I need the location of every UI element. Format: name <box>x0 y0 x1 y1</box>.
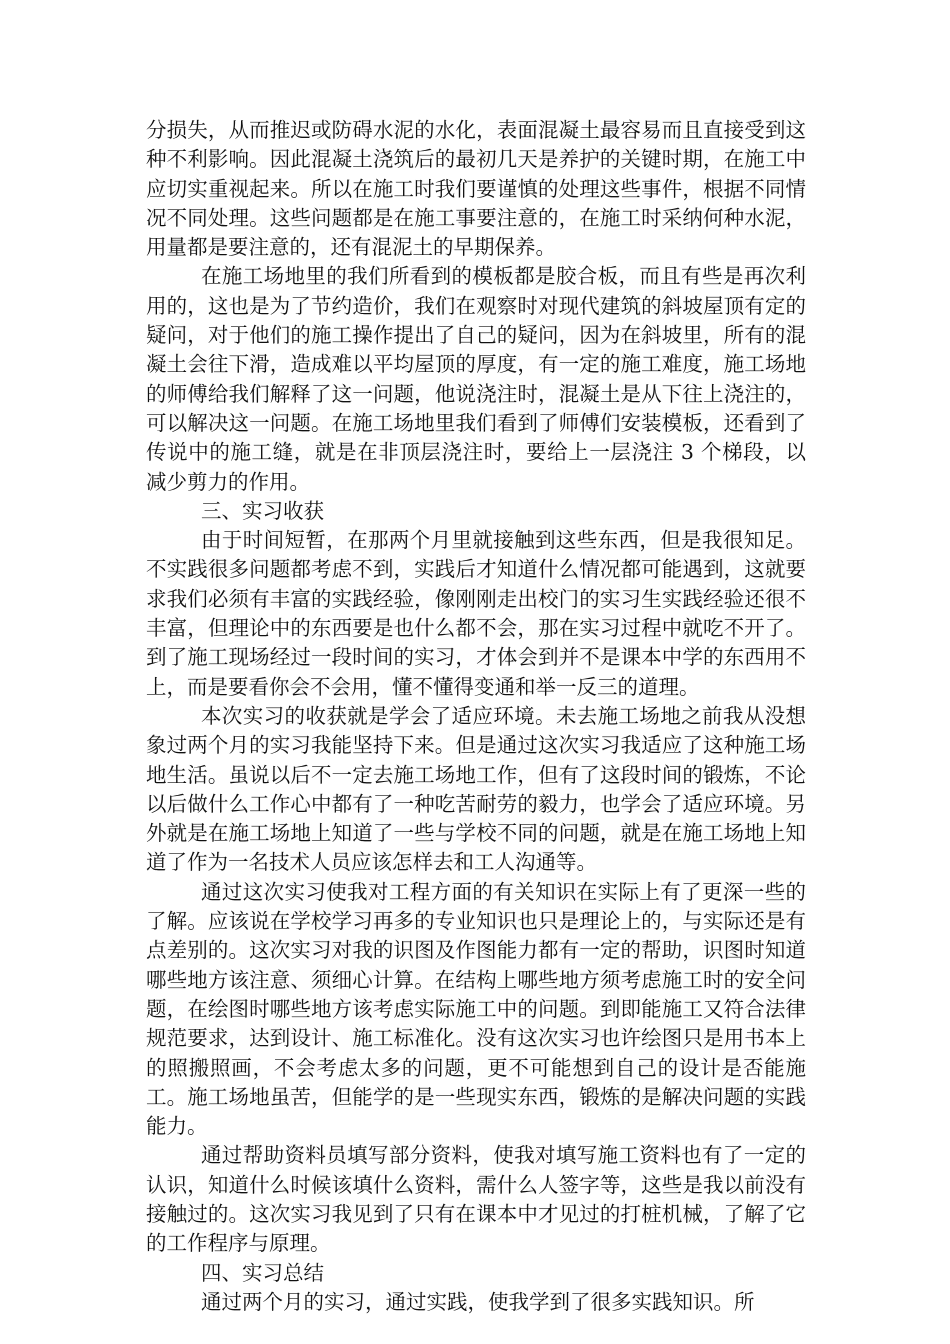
section-heading-gains: 三、实习收获 <box>201 498 324 523</box>
paragraph-formwork: 在施工场地里的我们所看到的模板都是胶合板，而且有些是再次利用的，这也是为了节约造价，我们在观察时对现代建筑的斜坡屋顶有定的疑问，对于他们的施工操作提出了自己的疑问，因为在斜坡里，所有的混凝土会往下滑，造成难以平均屋顶的厚度，有一定的施工难度，施工场地的师傅给我们解释了这一问题，他说浇注时，混凝土是从下往上浇注的，可以解决这一问题。在施工场地里我们看到了师傅们安装模板，还看到了传说中的施工缝，就是在非顶层浇注时，要给上一层浇注 3 个梯段，以减少剪力的作用。 <box>146 264 806 494</box>
section-heading-summary: 四、实习总结 <box>201 1260 324 1285</box>
paragraph-gains-4: 通过帮助资料员填写部分资料，使我对填写施工资料也有了一定的认识，知道什么时候该填什么资料，需什么人签字等，这些是我以前没有接触过的。这次实习我见到了只有在课本中才见过的打桩机械，了解了它的工作程序与原理。 <box>146 1143 806 1256</box>
paragraph-continuation: 分损失，从而推迟或防碍水泥的水化，表面混凝土最容易而且直接受到这种不利影响。因此混凝土浇筑后的最初几天是养护的关键时期，在施工中应切实重视起来。所以在施工时我们要谨慎的处理这些事件，根据不同情况不同处理。这些问题都是在施工事要注意的，在施工时采纳何种水泥，用量都是要注意的，还有混泥土的早期保养。 <box>146 118 806 260</box>
paragraph-gains-3: 通过这次实习使我对工程方面的有关知识在实际上有了更深一些的了解。应该说在学校学习再多的专业知识也只是理论上的，与实际还是有点差别的。这次实习对我的识图及作图能力都有一定的帮助，识图时知道哪些地方该注意、须细心计算。在结构上哪些地方须考虑施工时的安全问题，在绘图时哪些地方该考虑实际施工中的问题。到即能施工又符合法律规范要求，达到设计、施工标准化。没有这次实习也许绘图只是用书本上的照搬照画，不会考虑太多的问题，更不可能想到自己的设计是否能施工。施工场地虽苦，但能学的是一些现实东西，锻炼的是解决问题的实践能力。 <box>146 879 806 1139</box>
paragraph-summary: 通过两个月的实习，通过实践，使我学到了很多实践知识。所 <box>201 1289 755 1314</box>
document-body <box>146 116 806 1317</box>
paragraph-gains-1: 由于时间短暂，在那两个月里就接触到这些东西，但是我很知足。不实践很多问题都考虑不到，实践后才知道什么情况都可能遇到，这就要求我们必须有丰富的实践经验，像刚刚走出校门的实习生实践经验还很不丰富，但理论中的东西要是也什么都不会，那在实习过程中就吃不开了。到了施工现场经过一段时间的实习，才体会到并不是课本中学的东西用不上，而是要看你会不会用，懂不懂得变通和举一反三的道理。 <box>146 528 806 699</box>
paragraph-gains-2: 本次实习的收获就是学会了适应环境。未去施工场地之前我从没想象过两个月的实习我能坚持下来。但是通过这次实习我适应了这种施工场地生活。虽说以后不一定去施工场地工作，但有了这段时间的锻炼，不论以后做什么工作心中都有了一种吃苦耐劳的毅力，也学会了适应环境。另外就是在施工场地上知道了一些与学校不同的问题，就是在施工场地上知道了作为一名技术人员应该怎样去和工人沟通等。 <box>146 703 806 875</box>
